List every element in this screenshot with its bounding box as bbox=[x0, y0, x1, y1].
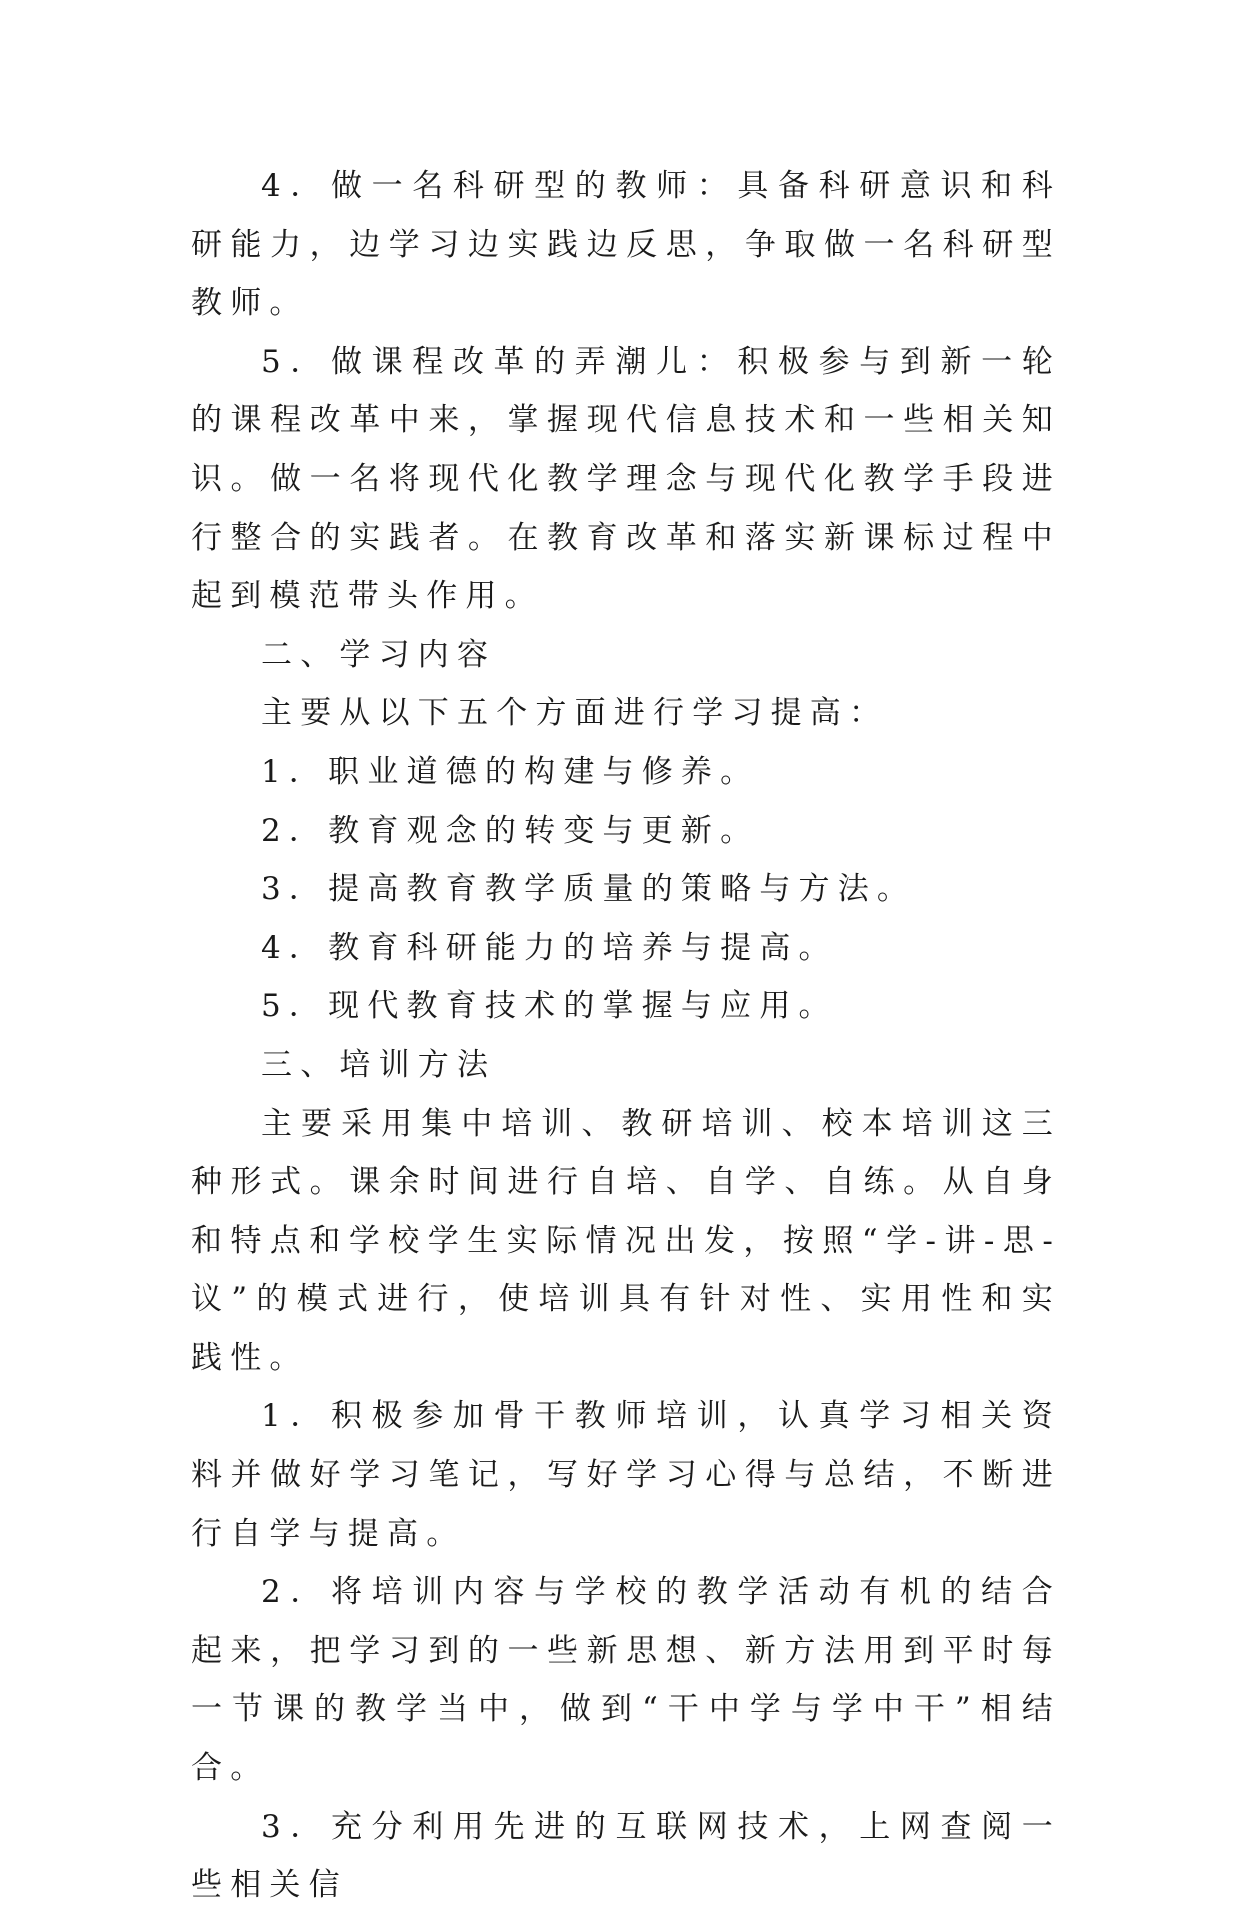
paragraph-goal-5: 5．做课程改革的弄潮儿：积极参与到新一轮的课程改革中来，掌握现代信息技术和一些相关知识。做一名将现代化教学理念与现代化教学手段进行整合的实践者。在教育改革和落实新课标过程中起到模范带头作用。 bbox=[191, 343, 1061, 615]
list-item-learning-4: 4．教育科研能力的培养与提高。 bbox=[261, 929, 838, 966]
paragraph-goal-4: 4．做一名科研型的教师：具备科研意识和科研能力，边学习边实践边反思，争取做一名科研型教师。 bbox=[191, 168, 1061, 322]
list-item-learning-3: 3．提高教育教学质量的策略与方法。 bbox=[261, 871, 917, 908]
paragraph-training-2: 2．将培训内容与学校的教学活动有机的结合起来，把学习到的一些新思想、新方法用到平时每一节课的教学当中，做到“干中学与学中干”相结合。 bbox=[191, 1574, 1061, 1787]
paragraph-training-3: 3．充分利用先进的互联网技术，上网查阅一些相关信 bbox=[191, 1808, 1061, 1904]
paragraph-training-1: 1．积极参加骨干教师培训，认真学习相关资料并做好学习笔记，写好学习心得与总结，不断进行自学与提高。 bbox=[191, 1398, 1061, 1552]
list-item-learning-1: 1．职业道德的构建与修养。 bbox=[261, 753, 760, 790]
document-body bbox=[191, 157, 1061, 1915]
paragraph-learning-intro: 主要从以下五个方面进行学习提高： bbox=[261, 695, 889, 732]
list-item-learning-2: 2．教育观念的转变与更新。 bbox=[261, 812, 760, 849]
section-heading-training-method: 三、培训方法 bbox=[261, 1046, 497, 1083]
paragraph-training-intro: 主要采用集中培训、教研培训、校本培训这三种形式。课余时间进行自培、自学、自练。从自身和特点和学校学生实际情况出发，按照“学-讲-思-议”的模式进行，使培训具有针对性、实用性和实践性。 bbox=[191, 1105, 1061, 1376]
list-item-learning-5: 5．现代教育技术的掌握与应用。 bbox=[261, 988, 838, 1025]
section-heading-learning-content: 二、学习内容 bbox=[261, 636, 497, 673]
